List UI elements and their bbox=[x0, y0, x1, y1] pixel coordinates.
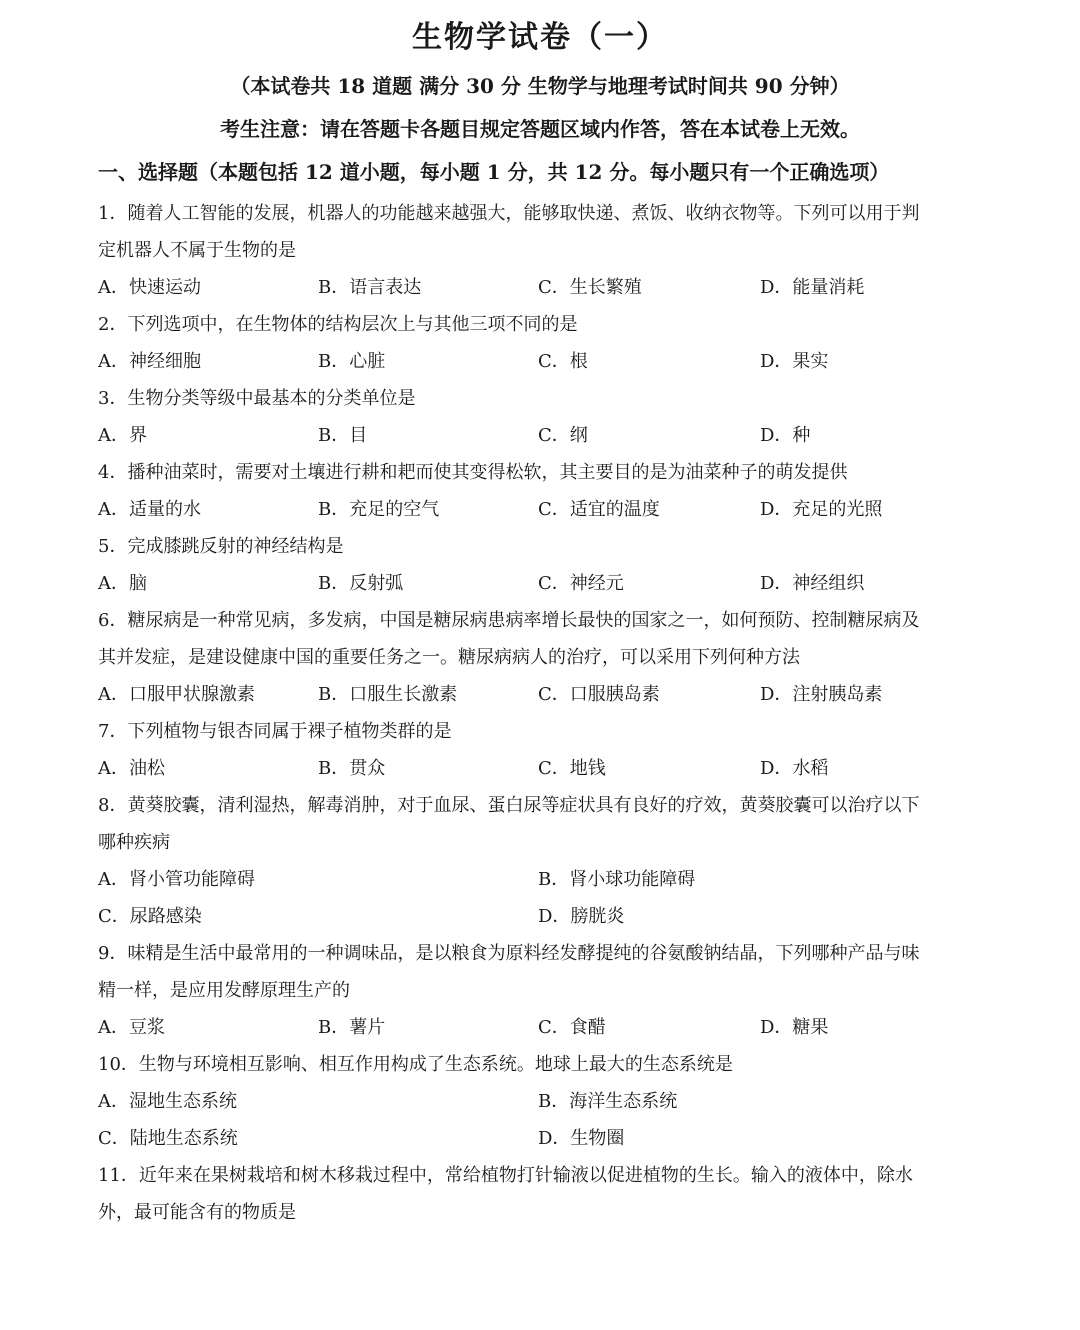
question-8-line-2: 哪种疾病 bbox=[98, 832, 170, 853]
section-heading: 一、选择题（本题包括 12 道小题，每小题 1 分，共 12 分。每小题只有一个正确选项） bbox=[98, 160, 890, 184]
question-7-option-c: C．地钱 bbox=[538, 758, 606, 779]
question-9-option-b: B．薯片 bbox=[318, 1017, 386, 1038]
question-2-option-c: C．根 bbox=[538, 351, 588, 372]
question-6-option-d: D．注射胰岛素 bbox=[760, 684, 883, 705]
question-5-option-b: B．反射弧 bbox=[318, 573, 404, 594]
question-2-option-a: A．神经细胞 bbox=[98, 351, 201, 372]
question-5-option-d: D．神经组织 bbox=[760, 573, 865, 594]
question-8-option-d: D．膀胱炎 bbox=[538, 906, 625, 927]
question-3-option-d: D．种 bbox=[760, 425, 811, 446]
question-10-option-a: A．湿地生态系统 bbox=[98, 1091, 237, 1112]
question-9-option-c: C．食醋 bbox=[538, 1017, 606, 1038]
question-2-option-b: B．心脏 bbox=[318, 351, 386, 372]
question-1-option-d: D．能量消耗 bbox=[760, 277, 865, 298]
question-5-option-c: C．神经元 bbox=[538, 573, 624, 594]
question-1-line-2: 定机器人不属于生物的是 bbox=[98, 240, 296, 261]
question-3-line-1: 3．生物分类等级中最基本的分类单位是 bbox=[98, 388, 416, 409]
exam-title: 生物学试卷（一） bbox=[412, 20, 668, 55]
question-6-option-a: A．口服甲状腺激素 bbox=[98, 684, 255, 705]
question-10-option-c: C．陆地生态系统 bbox=[98, 1128, 238, 1149]
question-9-line-2: 精一样，是应用发酵原理生产的 bbox=[98, 980, 350, 1001]
question-7-option-a: A．油松 bbox=[98, 758, 165, 779]
question-2-line-1: 2．下列选项中，在生物体的结构层次上与其他三项不同的是 bbox=[98, 314, 578, 335]
question-9-line-1: 9．味精是生活中最常用的一种调味品，是以粮食为原料经发酵提纯的谷氨酸钠结晶，下列哪种产品与味 bbox=[98, 943, 920, 964]
question-1-line-1: 1．随着人工智能的发展，机器人的功能越来越强大，能够取快递、煮饭、收纳衣物等。下列可以用于判 bbox=[98, 203, 920, 224]
question-11-line-2: 外，最可能含有的物质是 bbox=[98, 1202, 296, 1223]
question-8-option-c: C．尿路感染 bbox=[98, 906, 202, 927]
question-7-option-d: D．水稻 bbox=[760, 758, 829, 779]
question-2-option-d: D．果实 bbox=[760, 351, 829, 372]
question-10-line-1: 10．生物与环境相互影响、相互作用构成了生态系统。地球上最大的生态系统是 bbox=[98, 1054, 733, 1075]
question-5-option-a: A．脑 bbox=[98, 573, 147, 594]
question-3-option-c: C．纲 bbox=[538, 425, 588, 446]
question-6-option-c: C．口服胰岛素 bbox=[538, 684, 660, 705]
question-6-option-b: B．口服生长激素 bbox=[318, 684, 458, 705]
question-9-option-a: A．豆浆 bbox=[98, 1017, 165, 1038]
question-4-option-b: B．充足的空气 bbox=[318, 499, 440, 520]
question-10-option-d: D．生物圈 bbox=[538, 1128, 625, 1149]
question-8-line-1: 8．黄葵胶囊，清利湿热，解毒消肿，对于血尿、蛋白尿等症状具有良好的疗效，黄葵胶囊可以治疗以下 bbox=[98, 795, 920, 816]
question-1-option-b: B．语言表达 bbox=[318, 277, 422, 298]
exam-subtitle: （本试卷共 18 道题 满分 30 分 生物学与地理考试时间共 90 分钟） bbox=[230, 74, 850, 98]
question-9-option-d: D．糖果 bbox=[760, 1017, 829, 1038]
question-1-option-a: A．快速运动 bbox=[98, 277, 201, 298]
question-8-option-a: A．肾小管功能障碍 bbox=[98, 869, 255, 890]
question-3-option-b: B．目 bbox=[318, 425, 368, 446]
question-6-line-2: 其并发症，是建设健康中国的重要任务之一。糖尿病病人的治疗，可以采用下列何种方法 bbox=[98, 647, 800, 668]
question-10-option-b: B．海洋生态系统 bbox=[538, 1091, 678, 1112]
question-4-line-1: 4．播种油菜时，需要对土壤进行耕和耙而使其变得松软，其主要目的是为油菜种子的萌发提供 bbox=[98, 462, 848, 483]
question-11-line-1: 11．近年来在果树栽培和树木移栽过程中，常给植物打针输液以促进植物的生长。输入的液体中，除水 bbox=[98, 1165, 913, 1186]
question-6-line-1: 6．糖尿病是一种常见病，多发病，中国是糖尿病患病率增长最快的国家之一，如何预防、控制糖尿病及 bbox=[98, 610, 920, 631]
question-7-option-b: B．贯众 bbox=[318, 758, 386, 779]
question-1-option-c: C．生长繁殖 bbox=[538, 277, 642, 298]
question-5-line-1: 5．完成膝跳反射的神经结构是 bbox=[98, 536, 344, 557]
exam-notice: 考生注意：请在答题卡各题目规定答题区域内作答，答在本试卷上无效。 bbox=[220, 117, 860, 141]
question-4-option-d: D．充足的光照 bbox=[760, 499, 883, 520]
question-8-option-b: B．肾小球功能障碍 bbox=[538, 869, 696, 890]
question-4-option-a: A．适量的水 bbox=[98, 499, 201, 520]
question-3-option-a: A．界 bbox=[98, 425, 147, 446]
question-7-line-1: 7．下列植物与银杏同属于裸子植物类群的是 bbox=[98, 721, 452, 742]
question-4-option-c: C．适宜的温度 bbox=[538, 499, 660, 520]
